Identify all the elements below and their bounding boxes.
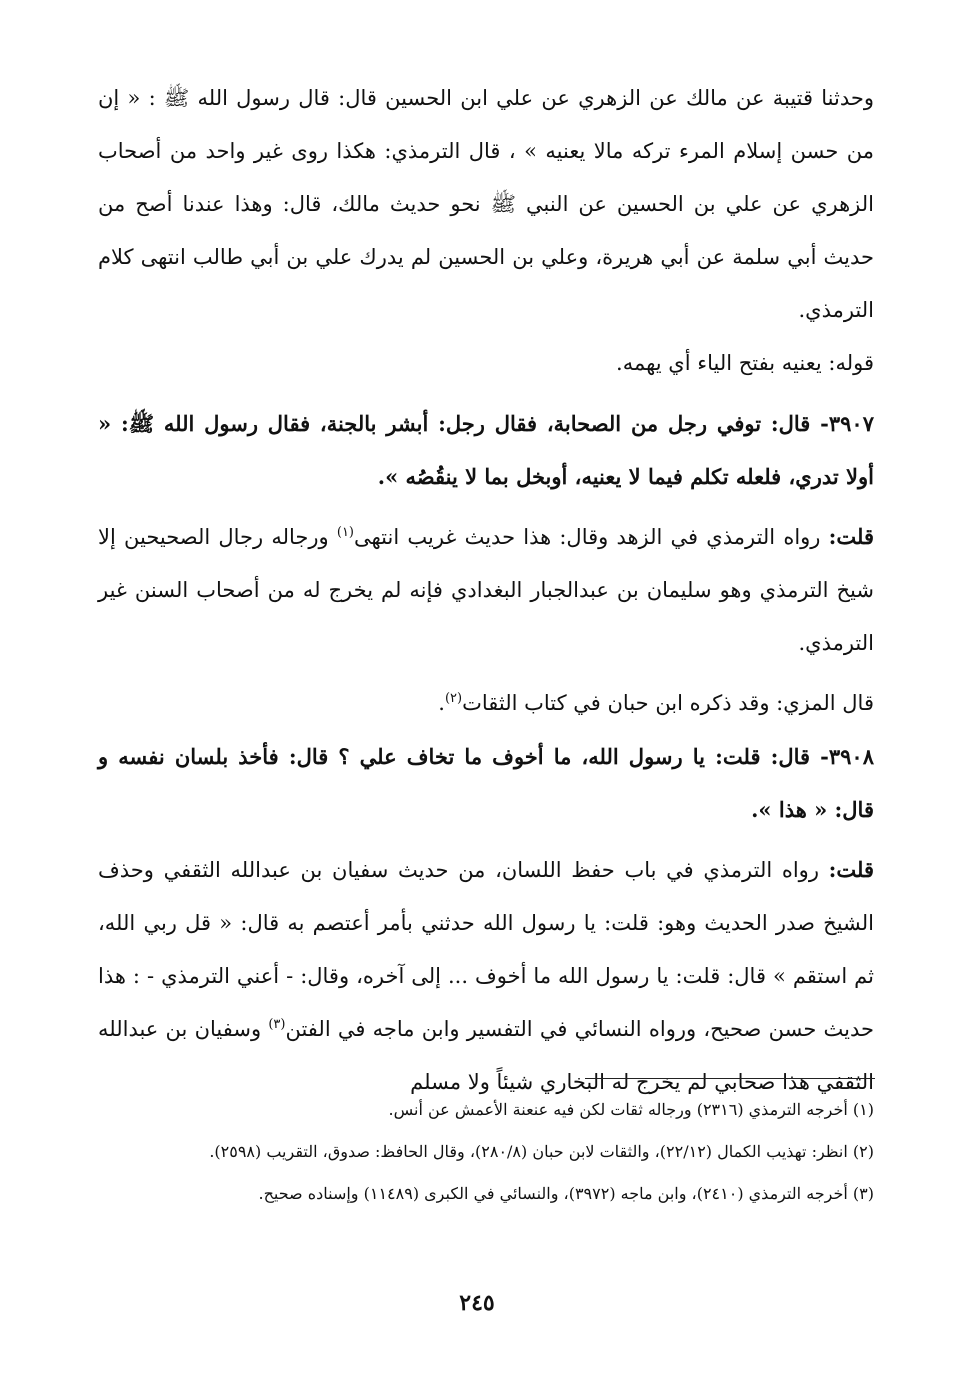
commentary-lead: قلت:: [828, 524, 874, 549]
hadith-3907: ٣٩٠٧- قال: توفي رجل من الصحابة، فقال رجل: أبشر بالجنة، فقال رسول الله ﷺ: « أولا تدري، فلعله تكلم فيما لا يعنيه، أوبخل بما لا ينقُصُه ».: [98, 411, 874, 489]
footnote-ref-3[interactable]: (٣): [268, 1017, 286, 1032]
commentary-text-continued: وسفيان بن عبدالله الثقفي هذا صحابي لم يخرج له البخاري شيئاً ولا مسلم: [98, 1017, 874, 1094]
commentary-lead: قلت:: [828, 857, 874, 882]
main-text: [98, 72, 874, 1109]
commentary-text: رواه الترمذي في الزهد وقال: هذا حديث غريب انتهى: [354, 525, 829, 549]
footnote-divider: [585, 1078, 875, 1079]
footnotes: [98, 1094, 874, 1220]
footnote-1: (١) أخرجه الترمذي (٢٣١٦) ورجاله ثقات لكن فيه عنعنة الأعمش عن أنس.: [388, 1100, 874, 1119]
footnote-ref-1[interactable]: (١): [336, 525, 354, 540]
paragraph-commentary-3907: [98, 510, 874, 670]
page-number: ٢٤٥: [459, 1290, 495, 1316]
commentary-text: رواه الترمذي في باب حفظ اللسان، من حديث سفيان بن عبدالله الثقفي وحذف الشيخ صدر الحديث وهو: قلت: يا رسول الله حدثني بأمر أعتصم به قال: « قل ربي الله، ثم استقم » قال: قلت: يا رسول الله ما أخوف ... إلى آخره، وقال: - أعني الترمذي - : هذا حديث حسن صحيح، ورواه النسائي في التفسير وابن ماجه في الفتن: [98, 858, 874, 1041]
footnote-ref-2[interactable]: (٢): [444, 691, 463, 706]
footnote-2: (٢) انظر: تهذيب الكمال (٢٢/١٢)، والثقات لابن حبان (٢٨٠/٨)، وقال الحافظ: صدوق، التقريب (٢٥٩٨).: [209, 1142, 874, 1161]
footnote-3: (٣) أخرجه الترمذي (٢٤١٠)، وابن ماجه (٣٩٧٢)، والنسائي في الكبرى (١١٤٨٩) وإسناده صحيح.: [258, 1184, 874, 1203]
mizzi-text: قال المزي: وقد ذكره ابن حبان في كتاب الثقات: [462, 691, 874, 715]
mizzi-text-end: .: [438, 691, 445, 715]
paragraph-tirmidhi-chain: وحدثنا قتيبة عن مالك عن الزهري عن علي ابن الحسين قال: قال رسول الله ﷺ : « إن من حسن إسلام المرء تركه مالا يعنيه » ، قال الترمذي: هكذا روى غير واحد من أصحاب الزهري عن علي بن الحسين عن النبي ﷺ نحو حديث مالك، قال: وهذا عندنا أصح من حديث أبي سلمة عن أبي هريرة، وعلي بن الحسين لم يدرك علي بن أبي طالب انتهى كلام الترمذي.: [98, 86, 874, 322]
commentary-text-continued: ورجاله رجال الصحيحين إلا شيخ الترمذي وهو سليمان بن عبدالجبار البغدادي فإنه لم يخرج له من أصحاب السنن غير الترمذي.: [98, 525, 874, 655]
hadith-3908: ٣٩٠٨- قال: قلت: يا رسول الله، ما أخوف ما تخاف علي ؟ قال: فأخذ بلسان نفسه و قال: « هذا ».: [98, 744, 874, 822]
paragraph-mizzi: [98, 677, 874, 730]
paragraph-word-note: قوله: يعنيه بفتح الياء أي يهمه.: [616, 351, 874, 375]
paragraph-commentary-3908: [98, 843, 874, 1109]
